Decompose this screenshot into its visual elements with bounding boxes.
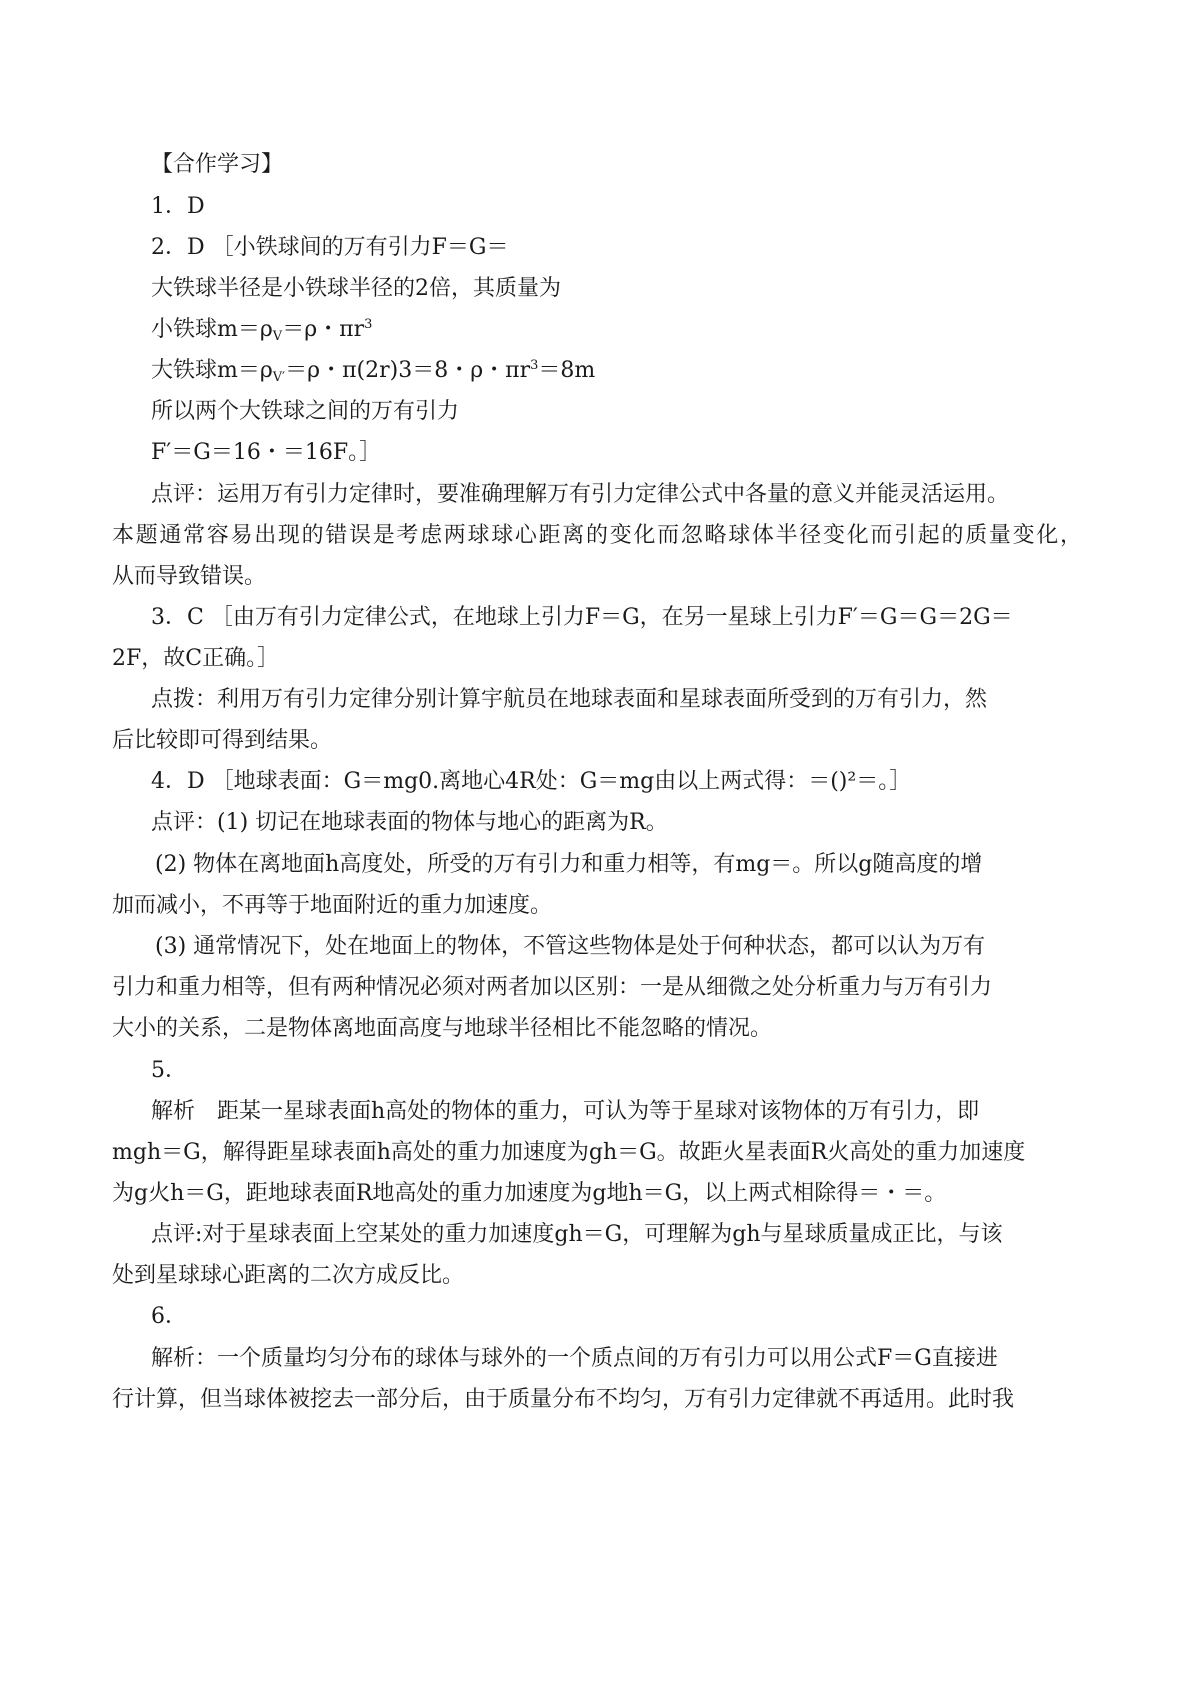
text-run: ＝ρ・πr bbox=[282, 317, 365, 342]
question-5-number: 5． bbox=[151, 1058, 187, 1083]
answer-1: 1．D bbox=[151, 194, 205, 219]
text-run: 大铁球m＝ρ bbox=[151, 358, 273, 383]
hint-3-line-1: 点拨：利用万有引力定律分别计算宇航员在地球表面和星球表面所受到的万有引力，然 bbox=[151, 687, 988, 712]
comment-4-line-1: 点评：(1) 切记在地球表面的物体与地心的距离为R。 bbox=[151, 810, 668, 835]
superscript: 3 bbox=[364, 317, 373, 332]
comment-2-line-3: 从而导致错误。 bbox=[112, 564, 267, 589]
comment-5-line-2: 处到星球球心距离的二次方成反比。 bbox=[112, 1263, 465, 1288]
answer-2-line-5: 所以两个大铁球之间的万有引力 bbox=[151, 399, 460, 424]
comment-2-line-1: 点评：运用万有引力定律时，要准确理解万有引力定律公式中各量的意义并能灵活运用。 bbox=[151, 482, 1010, 507]
answer-3-line-2: 2F，故C正确。］ bbox=[112, 646, 280, 671]
answer-2-line-4 bbox=[151, 356, 595, 386]
solution-5-line-1: 解析 距某一星球表面h高处的物体的重力，可认为等于星球对该物体的万有引力，即 bbox=[151, 1099, 980, 1124]
comment-2-line-2: 本题通常容易出现的错误是考虑两球球心距离的变化而忽略球体半径变化而引起的质量变化， bbox=[112, 523, 1082, 548]
question-6-number: 6． bbox=[151, 1304, 187, 1329]
hint-3-line-2: 后比较即可得到结果。 bbox=[112, 728, 333, 753]
answer-2-line-6: F′＝G＝16・＝16F。］ bbox=[151, 440, 382, 465]
comment-4-line-5: 引力和重力相等，但有两种情况必须对两者加以区别：一是从细微之处分析重力与万有引力 bbox=[112, 975, 993, 1000]
text-run: ＝ρ・π(2r)3＝8・ρ・πr bbox=[285, 358, 531, 383]
comment-4-line-4: (3) 通常情况下，处在地面上的物体，不管这些物体是处于何种状态，都可以认为万有 bbox=[155, 934, 986, 959]
solution-5-line-2: mgh＝G，解得距星球表面h高处的重力加速度为gh＝G。故距火星表面R火高处的重力加速度 bbox=[112, 1140, 1026, 1165]
subscript: V′ bbox=[272, 370, 286, 385]
text-run: ＝8m bbox=[538, 358, 596, 383]
answer-2-line-2: 大铁球半径是小铁球半径的2倍，其质量为 bbox=[151, 276, 561, 301]
answer-2-line-1: 2．D ［小铁球间的万有引力F＝G＝ bbox=[151, 235, 509, 260]
solution-5-line-3: 为g火h＝G，距地球表面R地高处的重力加速度为g地h＝G，以上两式相除得＝・＝。 bbox=[112, 1181, 947, 1206]
comment-5-line-1: 点评:对于星球表面上空某处的重力加速度gh＝G，可理解为gh与星球质量成正比，与该 bbox=[151, 1222, 1003, 1247]
comment-4-line-2: (2) 物体在离地面h高度处，所受的万有引力和重力相等，有mg＝。所以g随高度的增 bbox=[155, 852, 983, 877]
text-run: 小铁球m＝ρ bbox=[151, 317, 273, 342]
solution-6-line-2: 行计算，但当球体被挖去一部分后，由于质量分布不均匀，万有引力定律就不再适用。此时我 bbox=[112, 1387, 1015, 1412]
superscript: 3 bbox=[530, 358, 539, 373]
answer-2-line-3 bbox=[151, 315, 372, 345]
solution-6-line-1: 解析：一个质量均匀分布的球体与球外的一个质点间的万有引力可以用公式F＝G直接进 bbox=[151, 1346, 998, 1371]
subscript: V bbox=[272, 329, 283, 344]
comment-4-line-6: 大小的关系，二是物体离地面高度与地球半径相比不能忽略的情况。 bbox=[112, 1016, 773, 1041]
section-heading: 【合作学习】 bbox=[151, 152, 284, 177]
answer-3-line-1: 3．C ［由万有引力定律公式，在地球上引力F＝G，在另一星球上引力F′＝G＝G＝2G＝ bbox=[151, 605, 1013, 630]
comment-4-line-3: 加而减小，不再等于地面附近的重力加速度。 bbox=[112, 893, 553, 918]
answer-4-line-1: 4．D ［地球表面：G＝mg0.离地心4R处：G＝mg由以上两式得：＝()²＝。］ bbox=[151, 769, 912, 794]
